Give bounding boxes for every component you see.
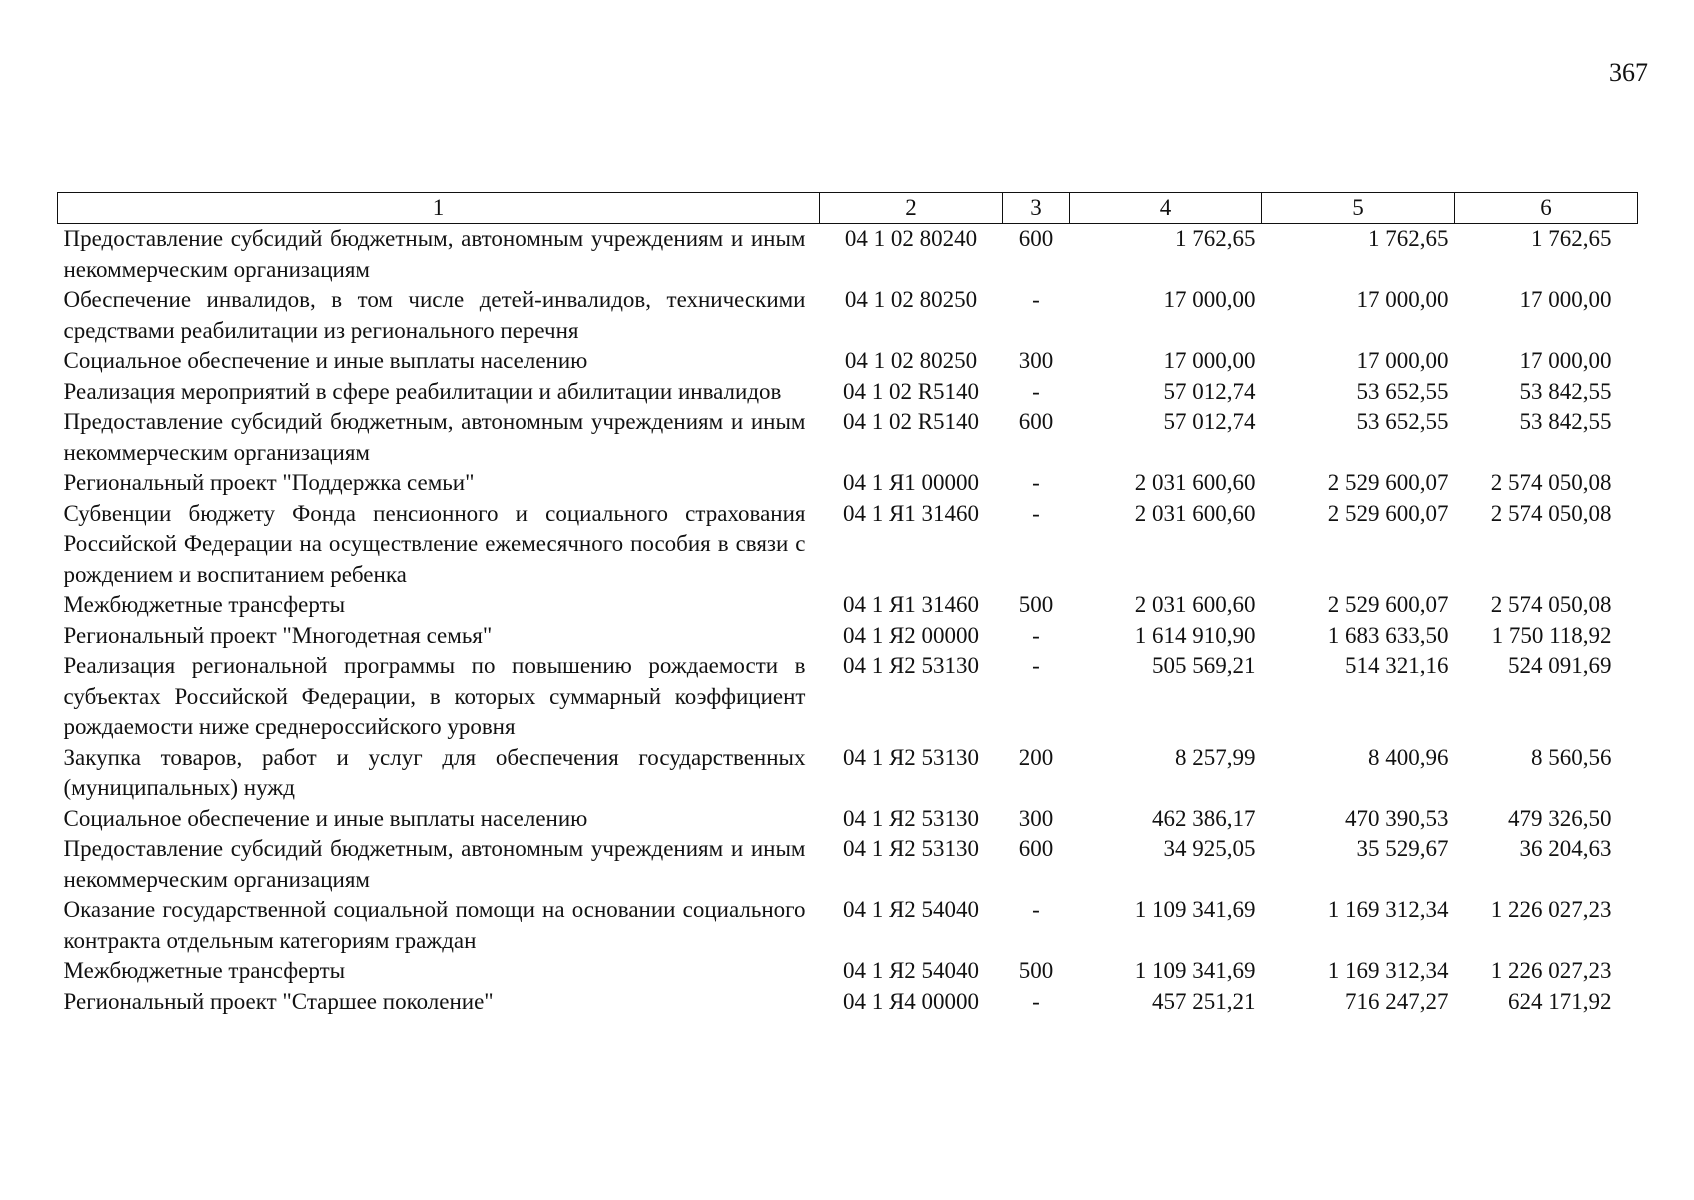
- budget-table: [57, 192, 1638, 1017]
- row-value-6: 524 091,69: [1508, 653, 1612, 678]
- row-name: Реализация мероприятий в сфере реабилитации и абилитации инвалидов: [63, 378, 782, 404]
- row-value-4: 34 925,05: [1163, 836, 1256, 861]
- row-type: 600: [1018, 226, 1054, 251]
- table-row: [58, 224, 1638, 286]
- row-value-4: 2 031 600,60: [1134, 500, 1256, 526]
- row-value-4: 2 031 600,60: [1134, 470, 1256, 495]
- row-type: -: [1032, 897, 1040, 922]
- row-code: 04 1 Я1 31460: [842, 500, 980, 526]
- row-name: Региональный проект "Поддержка семьи": [63, 470, 475, 495]
- row-value-4: 457 251,21: [1152, 988, 1256, 1014]
- row-code: 04 1 Я2 54040: [842, 897, 980, 922]
- row-code: 04 1 02 R5140: [842, 378, 980, 404]
- row-value-4: 462 386,17: [1152, 805, 1256, 831]
- header-col-1: 1: [58, 193, 820, 224]
- row-value-5: 716 247,27: [1345, 988, 1449, 1014]
- row-type: -: [1032, 378, 1040, 404]
- row-value-5: 2 529 600,07: [1327, 470, 1449, 495]
- row-value-5: 2 529 600,07: [1327, 500, 1449, 526]
- row-name: Оказание государственной социальной помощи на основании социального контракта отдельным категориям граждан: [63, 897, 806, 953]
- row-value-5: 1 762,65: [1368, 226, 1449, 251]
- row-name: Закупка товаров, работ и услуг для обеспечения государственных (муниципальных) нужд: [63, 744, 806, 800]
- table-row: [58, 590, 1638, 621]
- header-col-5: 5: [1262, 193, 1455, 224]
- row-value-5: 8 400,96: [1368, 744, 1449, 770]
- row-code: 04 1 Я2 53130: [842, 653, 980, 678]
- table-row: [58, 285, 1638, 346]
- row-value-6: 1 226 027,23: [1490, 897, 1612, 922]
- row-value-6: 1 226 027,23: [1490, 958, 1612, 983]
- table-row: [58, 956, 1638, 987]
- row-code: 04 1 Я2 00000: [842, 622, 980, 648]
- header-col-4: 4: [1070, 193, 1262, 224]
- row-value-5: 514 321,16: [1345, 653, 1449, 678]
- row-name: Межбюджетные трансферты: [63, 592, 346, 617]
- row-name: Субвенции бюджету Фонда пенсионного и социального страхования Российской Федерации на осуществление ежемесячного пособия в связи с рождением и воспитанием ребенка: [63, 500, 806, 587]
- row-type: 600: [1018, 836, 1054, 861]
- row-type: 300: [1018, 805, 1054, 831]
- row-value-4: 17 000,00: [1163, 287, 1256, 312]
- table-row: [58, 407, 1638, 468]
- row-type: -: [1032, 622, 1040, 648]
- row-value-4: 1 109 341,69: [1134, 958, 1256, 983]
- table-row: [58, 743, 1638, 804]
- row-code: 04 1 Я2 53130: [842, 744, 980, 770]
- row-code: 04 1 Я4 00000: [842, 988, 980, 1014]
- row-value-5: 53 652,55: [1356, 378, 1449, 404]
- row-value-6: 479 326,50: [1508, 805, 1612, 831]
- row-value-5: 1 169 312,34: [1327, 958, 1449, 983]
- row-code: 04 1 02 80240: [844, 226, 978, 251]
- row-type: 500: [1018, 592, 1054, 617]
- row-value-4: 17 000,00: [1163, 348, 1256, 373]
- row-value-6: 53 842,55: [1519, 409, 1612, 434]
- header-col-6: 6: [1455, 193, 1638, 224]
- row-value-6: 17 000,00: [1519, 287, 1612, 312]
- row-code: 04 1 Я2 54040: [842, 958, 980, 983]
- row-type: 300: [1018, 348, 1054, 373]
- row-name: Региональный проект "Старшее поколение": [63, 988, 494, 1014]
- table-body: [58, 224, 1638, 1018]
- row-value-6: 2 574 050,08: [1490, 592, 1612, 617]
- row-value-4: 8 257,99: [1175, 744, 1256, 770]
- row-value-4: 57 012,74: [1163, 378, 1256, 404]
- table-row: [58, 987, 1638, 1018]
- row-name: Предоставление субсидий бюджетным, автономным учреждениям и иным некоммерческим организациям: [63, 409, 806, 465]
- table-row: [58, 621, 1638, 652]
- row-code: 04 1 Я1 00000: [842, 470, 980, 495]
- row-type: 200: [1018, 744, 1054, 770]
- row-type: -: [1032, 988, 1040, 1014]
- row-value-6: 1 750 118,92: [1491, 622, 1612, 648]
- row-name: Социальное обеспечение и иные выплаты населению: [63, 805, 588, 831]
- row-value-5: 53 652,55: [1356, 409, 1449, 434]
- row-type: -: [1032, 500, 1040, 526]
- row-value-6: 53 842,55: [1519, 378, 1612, 404]
- table-row: [58, 804, 1638, 835]
- table-header: [58, 193, 1638, 224]
- table-row: [58, 834, 1638, 895]
- row-value-4: 1 614 910,90: [1134, 622, 1256, 648]
- row-value-6: 17 000,00: [1519, 348, 1612, 373]
- row-type: 600: [1018, 409, 1054, 434]
- row-name: Предоставление субсидий бюджетным, автономным учреждениям и иным некоммерческим организациям: [63, 836, 806, 892]
- row-value-6: 1 762,65: [1531, 226, 1612, 251]
- row-value-6: 8 560,56: [1531, 744, 1612, 770]
- row-value-4: 1 762,65: [1175, 226, 1256, 251]
- row-value-5: 1 683 633,50: [1327, 622, 1449, 648]
- row-value-4: 2 031 600,60: [1134, 592, 1256, 617]
- table-row: [58, 346, 1638, 377]
- row-type: -: [1032, 470, 1040, 495]
- row-value-5: 35 529,67: [1356, 836, 1449, 861]
- row-value-4: 505 569,21: [1152, 653, 1256, 678]
- page-number: 367: [1609, 58, 1648, 87]
- row-code: 04 1 Я2 53130: [842, 836, 980, 861]
- header-row: [58, 193, 1638, 224]
- row-value-5: 470 390,53: [1345, 805, 1449, 831]
- row-value-6: 624 171,92: [1508, 988, 1612, 1014]
- header-col-3: 3: [1003, 193, 1070, 224]
- table-row: [58, 651, 1638, 743]
- row-name: Обеспечение инвалидов, в том числе детей-инвалидов, техническими средствами реабилитации из регионального перечня: [63, 287, 806, 343]
- row-name: Межбюджетные трансферты: [63, 958, 346, 983]
- row-value-6: 2 574 050,08: [1490, 470, 1612, 495]
- row-value-5: 17 000,00: [1356, 348, 1449, 373]
- row-name: Реализация региональной программы по повышению рождаемости в субъектах Российской Федерации, в которых суммарный коэффициент рождаемости ниже среднероссийского уровня: [63, 653, 806, 739]
- row-value-4: 1 109 341,69: [1134, 897, 1256, 922]
- row-value-6: 36 204,63: [1519, 836, 1612, 861]
- row-code: 04 1 Я1 31460: [842, 592, 980, 617]
- row-value-5: 2 529 600,07: [1327, 592, 1449, 617]
- row-code: 04 1 Я2 53130: [842, 805, 980, 831]
- row-value-5: 1 169 312,34: [1327, 897, 1449, 922]
- row-value-5: 17 000,00: [1356, 287, 1449, 312]
- row-name: Региональный проект "Многодетная семья": [63, 622, 493, 648]
- row-code: 04 1 02 80250: [844, 287, 978, 312]
- table-row: [58, 377, 1638, 408]
- row-type: -: [1032, 653, 1040, 678]
- row-value-6: 2 574 050,08: [1490, 500, 1612, 526]
- table-row: [58, 468, 1638, 499]
- row-type: -: [1032, 287, 1040, 312]
- row-name: Предоставление субсидий бюджетным, автономным учреждениям и иным некоммерческим организациям: [63, 226, 806, 282]
- row-code: 04 1 02 R5140: [842, 409, 980, 434]
- table-row: [58, 895, 1638, 956]
- row-code: 04 1 02 80250: [844, 348, 978, 373]
- row-value-4: 57 012,74: [1163, 409, 1256, 434]
- row-type: 500: [1018, 958, 1054, 983]
- table-row: [58, 499, 1638, 591]
- header-col-2: 2: [820, 193, 1003, 224]
- row-name: Социальное обеспечение и иные выплаты населению: [63, 348, 588, 373]
